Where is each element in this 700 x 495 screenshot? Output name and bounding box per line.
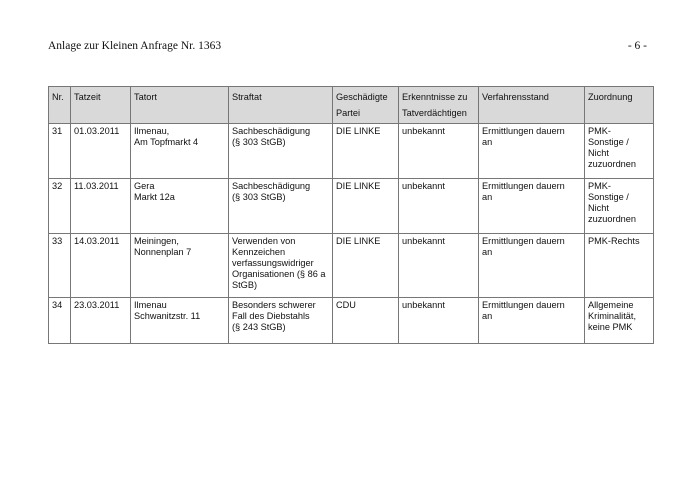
cell-tatzeit: 14.03.2011 <box>71 234 131 298</box>
cell-straftat: Besonders schwerer Fall des Diebstahls (§ 243 StGB) <box>229 298 333 344</box>
column-header-tatzeit: Tatzeit <box>71 87 131 124</box>
column-header-straftat: Straftat <box>229 87 333 124</box>
cell-tatzeit: 01.03.2011 <box>71 124 131 179</box>
table-row <box>49 234 654 298</box>
cell-zuordnung: PMK- Sonstige / Nicht zuzuordnen <box>585 124 654 179</box>
cell-verfahrensstand: Ermittlungen dauern an <box>479 179 585 234</box>
cell-erkenntnisse: unbekannt <box>399 234 479 298</box>
cell-nr: 32 <box>49 179 71 234</box>
table-header-row <box>49 87 654 124</box>
column-header-erkenntnisse: Erkenntnisse zu Tatverdächtigen <box>399 87 479 124</box>
page-header <box>48 40 653 56</box>
cell-erkenntnisse: unbekannt <box>399 124 479 179</box>
cell-partei: DIE LINKE <box>333 234 399 298</box>
cell-erkenntnisse: unbekannt <box>399 179 479 234</box>
cell-partei: CDU <box>333 298 399 344</box>
cell-zuordnung: Allgemeine Kriminalität, keine PMK <box>585 298 654 344</box>
cell-verfahrensstand: Ermittlungen dauern an <box>479 298 585 344</box>
column-header-nr: Nr. <box>49 87 71 124</box>
table-row <box>49 298 654 344</box>
table-row <box>49 179 654 234</box>
cell-tatzeit: 23.03.2011 <box>71 298 131 344</box>
cell-erkenntnisse: unbekannt <box>399 298 479 344</box>
cell-straftat: Sachbeschädigung (§ 303 StGB) <box>229 179 333 234</box>
column-header-partei: Geschädigte Partei <box>333 87 399 124</box>
cell-straftat: Sachbeschädigung (§ 303 StGB) <box>229 124 333 179</box>
cell-verfahrensstand: Ermittlungen dauern an <box>479 234 585 298</box>
cell-nr: 33 <box>49 234 71 298</box>
column-header-tatort: Tatort <box>131 87 229 124</box>
table-row <box>49 124 654 179</box>
column-header-verfahrensstand: Verfahrensstand <box>479 87 585 124</box>
cell-partei: DIE LINKE <box>333 124 399 179</box>
cell-tatort: Ilmenau Schwanitzstr. 11 <box>131 298 229 344</box>
incident-table <box>48 86 654 344</box>
page-number: - 6 - <box>627 40 647 52</box>
column-header-zuordnung: Zuordnung <box>585 87 654 124</box>
cell-tatort: Gera Markt 12a <box>131 179 229 234</box>
cell-partei: DIE LINKE <box>333 179 399 234</box>
cell-nr: 34 <box>49 298 71 344</box>
cell-tatort: Ilmenau, Am Topfmarkt 4 <box>131 124 229 179</box>
document-title: Anlage zur Kleinen Anfrage Nr. 1363 <box>48 40 222 52</box>
cell-nr: 31 <box>49 124 71 179</box>
cell-straftat: Verwenden von Kennzeichen verfassungswidriger Organisationen (§ 86 a StGB) <box>229 234 333 298</box>
cell-zuordnung: PMK-Rechts <box>585 234 654 298</box>
cell-zuordnung: PMK- Sonstige / Nicht zuzuordnen <box>585 179 654 234</box>
cell-verfahrensstand: Ermittlungen dauern an <box>479 124 585 179</box>
cell-tatort: Meiningen, Nonnenplan 7 <box>131 234 229 298</box>
cell-tatzeit: 11.03.2011 <box>71 179 131 234</box>
